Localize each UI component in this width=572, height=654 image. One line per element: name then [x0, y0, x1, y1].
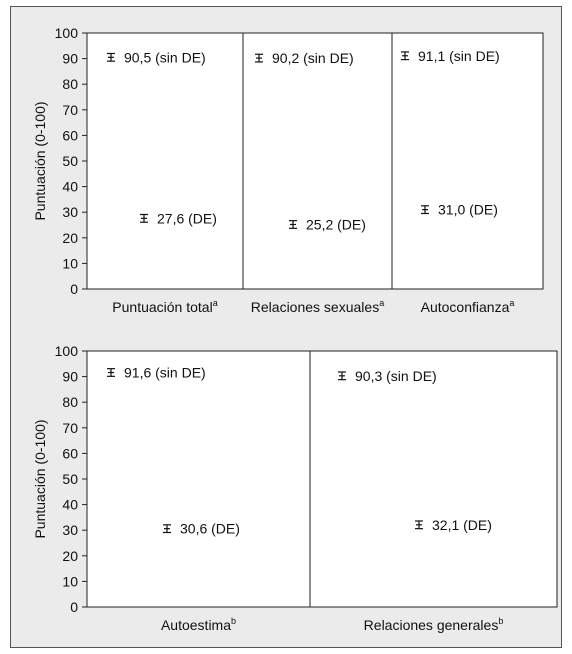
category-label: Autoconfianza$^a$: [420, 298, 515, 315]
data-label: 91,6 (sin DE): [124, 364, 206, 381]
y-tick-label-100: 100: [54, 25, 78, 41]
data-label: 27,6 (DE): [157, 210, 217, 227]
data-label: 30,6 (DE): [180, 520, 240, 537]
plot-area: [87, 33, 543, 289]
category-label: Autoestima$^b$: [160, 616, 237, 633]
data-label: 31,0 (DE): [438, 201, 498, 218]
data-label: 32,1 (DE): [432, 516, 492, 533]
plot-area: [87, 351, 557, 607]
y-tick-label-10: 10: [62, 573, 78, 590]
y-tick-label-60: 60: [62, 127, 78, 144]
y-tick-label-60: 60: [62, 445, 78, 462]
y-tick-label-50: 50: [62, 153, 78, 169]
y-tick-label-10: 10: [62, 255, 78, 272]
y-axis-label: Puntuación (0-100): [32, 101, 48, 221]
y-axis-label: Puntuación (0-100): [32, 419, 48, 539]
category-label: Puntuación total$^a$: [112, 298, 218, 315]
category-label: Relaciones generales$^b$: [363, 616, 504, 633]
y-tick-label-90: 90: [62, 50, 78, 67]
y-tick-label-40: 40: [62, 178, 78, 195]
data-label: 90,2 (sin DE): [272, 50, 354, 67]
y-tick-label-20: 20: [62, 229, 78, 246]
data-label: 25,2 (DE): [306, 216, 366, 233]
y-tick-label-40: 40: [62, 496, 78, 513]
y-tick-label-30: 30: [62, 204, 78, 221]
y-tick-label-70: 70: [62, 101, 78, 118]
chart-1: [32, 25, 543, 315]
category-label: Relaciones sexuales$^a$: [250, 298, 385, 315]
y-tick-label-0: 0: [70, 281, 78, 297]
y-tick-label-20: 20: [62, 547, 78, 564]
y-tick-label-90: 90: [62, 368, 78, 385]
y-tick-label-80: 80: [62, 394, 78, 411]
y-tick-label-100: 100: [54, 343, 78, 359]
y-tick-label-0: 0: [70, 599, 78, 615]
data-label: 90,3 (sin DE): [355, 367, 437, 384]
y-tick-label-50: 50: [62, 471, 78, 487]
chart-2: [32, 343, 557, 633]
data-label: 90,5 (sin DE): [124, 49, 206, 66]
data-label: 91,1 (sin DE): [418, 47, 500, 64]
y-tick-label-30: 30: [62, 522, 78, 539]
y-tick-label-70: 70: [62, 419, 78, 436]
y-tick-label-80: 80: [62, 76, 78, 93]
